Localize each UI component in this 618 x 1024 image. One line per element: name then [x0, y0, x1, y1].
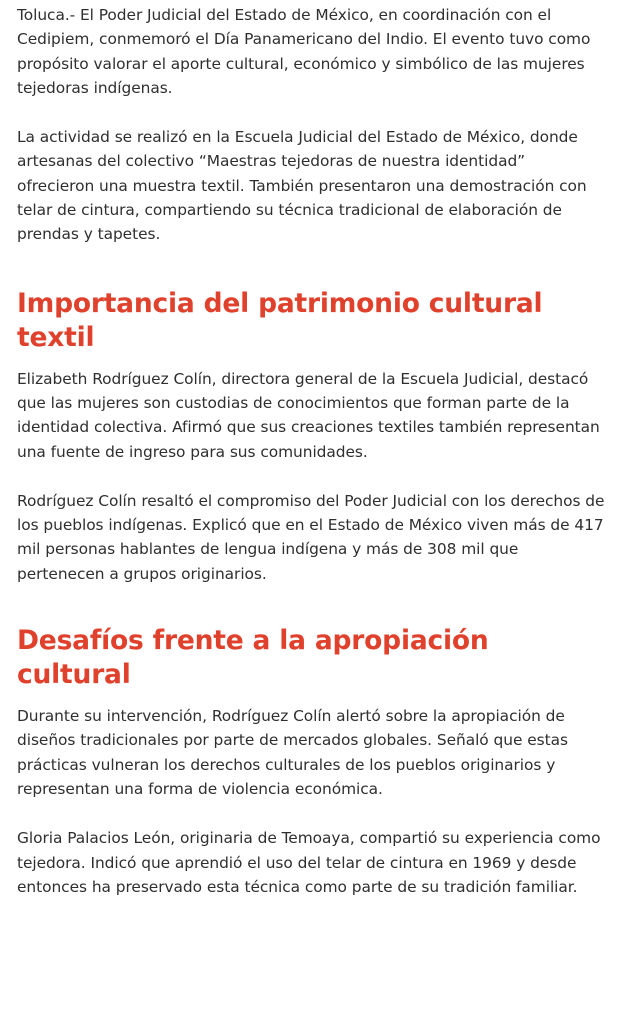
section-heading-textile-heritage: Importancia del patrimonio cultural textil [17, 287, 543, 353]
section-1-paragraph-2: Rodríguez Colín resaltó el compromiso del Poder Judicial con los derechos de los pueblos indígenas. Explicó que en el Estado de México viven más de 417 mil personas hablantes de lengua indígena y más de 308 mil que pertenecen a grupos originarios. [17, 491, 605, 583]
section-2-paragraph-2: Gloria Palacios León, originaria de Temoaya, compartió su experiencia como tejedora. Indicó que aprendió el uso del telar de cintura en 1969 y desde entonces ha preservado esta técnica como parte de su tradición familiar. [17, 829, 601, 896]
section-heading-cultural-appropriation: Desafíos frente a la apropiación cultural [17, 625, 489, 691]
section-2-paragraph-1: Durante su intervención, Rodríguez Colín alertó sobre la apropiación de diseños tradicionales por parte de mercados globales. Señaló que estas prácticas vulneran los derechos culturales de los pueblos originarios y representan una forma de violencia económica. [17, 707, 568, 798]
news-article-body [17, 3, 607, 899]
intro-paragraph-1: Toluca.- El Poder Judicial del Estado de México, en coordinación con el Cedipiem, conmemoró el Día Panamericano del Indio. El evento tuvo como propósito valorar el aporte cultural, económico y simbólico de las mujeres tejedoras indígenas. [17, 6, 591, 97]
section-1-paragraph-1: Elizabeth Rodríguez Colín, directora general de la Escuela Judicial, destacó que las mujeres son custodias de conocimientos que forman parte de la identidad colectiva. Afirmó que sus creaciones textiles también representan una fuente de ingreso para sus comunidades. [17, 369, 600, 461]
intro-paragraph-2: La actividad se realizó en la Escuela Judicial del Estado de México, donde artesanas del colectivo “Maestras tejedoras de nuestra identidad” ofrecieron una muestra textil. También presentaron una demostración con telar de cintura, compartiendo su técnica tradicional de elaboración de prendas y tapetes. [17, 128, 587, 244]
